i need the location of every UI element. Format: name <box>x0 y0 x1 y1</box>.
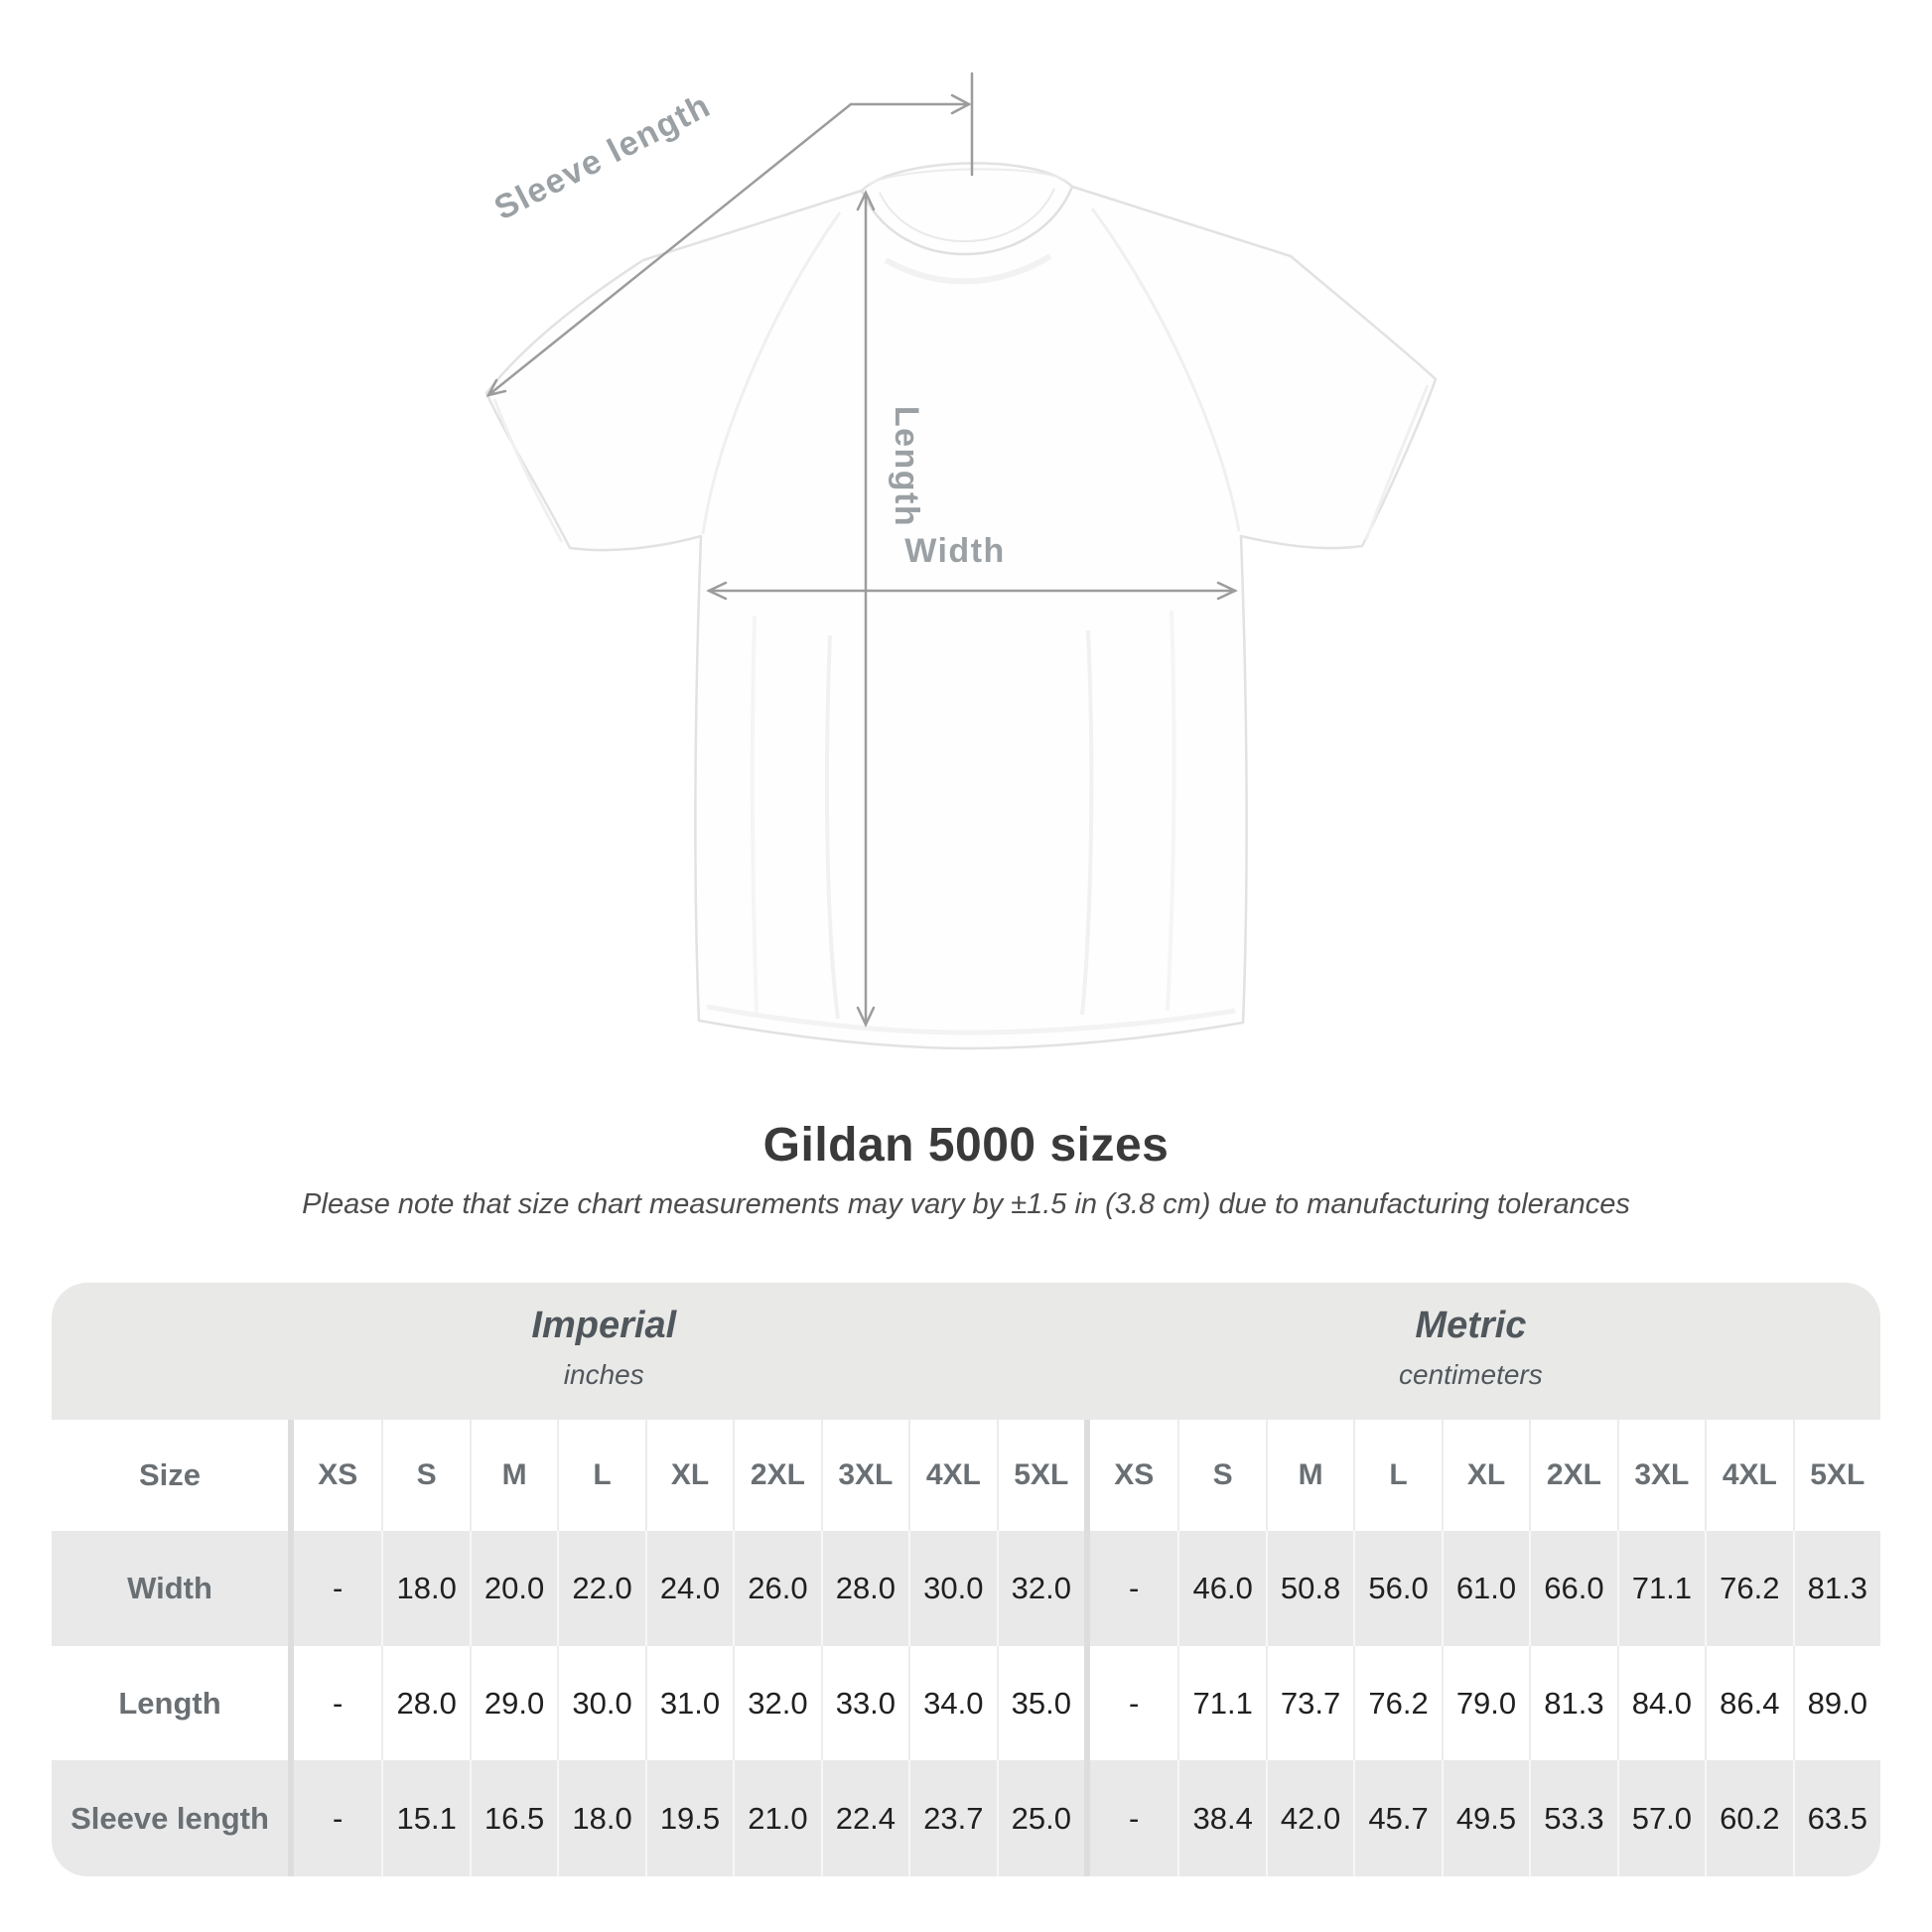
cell-length-imperial-3xl: 33.0 <box>821 1646 908 1760</box>
cell-width-metric-3xl: 71.1 <box>1617 1531 1705 1646</box>
size-header-imperial-s: S <box>381 1420 469 1531</box>
cell-length-metric-2xl: 81.3 <box>1529 1646 1616 1760</box>
cell-sleeve-length-metric-m: 42.0 <box>1266 1760 1353 1876</box>
cell-width-imperial-xl: 24.0 <box>645 1531 733 1646</box>
size-header-imperial-l: L <box>557 1420 644 1531</box>
size-header-imperial-4xl: 4XL <box>908 1420 996 1531</box>
size-header-metric-s: S <box>1177 1420 1265 1531</box>
cell-width-metric-m: 50.8 <box>1266 1531 1353 1646</box>
cell-length-imperial-4xl: 34.0 <box>908 1646 996 1760</box>
cell-width-imperial-l: 22.0 <box>557 1531 644 1646</box>
cell-width-metric-2xl: 66.0 <box>1529 1531 1616 1646</box>
cell-length-imperial-5xl: 35.0 <box>997 1646 1084 1760</box>
row-label-length: Length <box>52 1646 288 1760</box>
cell-length-metric-l: 76.2 <box>1353 1646 1441 1760</box>
size-header-metric-4xl: 4XL <box>1705 1420 1792 1531</box>
cell-sleeve-length-imperial-5xl: 25.0 <box>997 1760 1084 1876</box>
cell-width-imperial-2xl: 26.0 <box>733 1531 820 1646</box>
cell-sleeve-length-metric-5xl: 63.5 <box>1793 1760 1880 1876</box>
row-label-sleeve-length: Sleeve length <box>52 1760 288 1876</box>
size-header-imperial-m: M <box>470 1420 557 1531</box>
cell-length-metric-s: 71.1 <box>1177 1646 1265 1760</box>
cell-sleeve-length-metric-3xl: 57.0 <box>1617 1760 1705 1876</box>
cell-width-imperial-5xl: 32.0 <box>997 1531 1084 1646</box>
metric-label: Metric <box>1415 1305 1527 1346</box>
cell-width-imperial-3xl: 28.0 <box>821 1531 908 1646</box>
size-header-imperial-xs: XS <box>294 1420 381 1531</box>
size-header-imperial-5xl: 5XL <box>997 1420 1084 1531</box>
size-header-metric-m: M <box>1266 1420 1353 1531</box>
cell-sleeve-length-metric-2xl: 53.3 <box>1529 1760 1616 1876</box>
cell-width-imperial-4xl: 30.0 <box>908 1531 996 1646</box>
cell-width-metric-4xl: 76.2 <box>1705 1531 1792 1646</box>
cell-length-imperial-xl: 31.0 <box>645 1646 733 1760</box>
cell-sleeve-length-imperial-l: 18.0 <box>557 1760 644 1876</box>
cell-length-imperial-2xl: 32.0 <box>733 1646 820 1760</box>
cell-width-metric-5xl: 81.3 <box>1793 1531 1880 1646</box>
cell-sleeve-length-imperial-4xl: 23.7 <box>908 1760 996 1876</box>
size-header-metric-3xl: 3XL <box>1617 1420 1705 1531</box>
cell-length-metric-xl: 79.0 <box>1442 1646 1529 1760</box>
cell-length-imperial-l: 30.0 <box>557 1646 644 1760</box>
cell-length-metric-m: 73.7 <box>1266 1646 1353 1760</box>
size-header-imperial-xl: XL <box>645 1420 733 1531</box>
cell-width-metric-l: 56.0 <box>1353 1531 1441 1646</box>
cell-length-metric-3xl: 84.0 <box>1617 1646 1705 1760</box>
cell-length-imperial-xs: - <box>294 1646 381 1760</box>
cell-sleeve-length-imperial-2xl: 21.0 <box>733 1760 820 1876</box>
cell-length-imperial-m: 29.0 <box>470 1646 557 1760</box>
cell-sleeve-length-metric-s: 38.4 <box>1177 1760 1265 1876</box>
cell-sleeve-length-imperial-s: 15.1 <box>381 1760 469 1876</box>
cell-sleeve-length-imperial-3xl: 22.4 <box>821 1760 908 1876</box>
page-title: Gildan 5000 sizes <box>762 1119 1170 1172</box>
length-label: Length <box>888 405 925 528</box>
cell-length-metric-4xl: 86.4 <box>1705 1646 1792 1760</box>
tolerance-note: Please note that size chart measurements may vary by ±1.5 in (3.8 cm) due to manufacturing tolerances <box>302 1188 1630 1220</box>
cell-width-metric-xl: 61.0 <box>1442 1531 1529 1646</box>
imperial-label: Imperial <box>531 1305 677 1346</box>
size-table <box>52 1283 1880 1876</box>
metric-unit: centimeters <box>1399 1359 1543 1390</box>
cell-sleeve-length-imperial-xl: 19.5 <box>645 1760 733 1876</box>
cell-width-metric-xs: - <box>1090 1531 1177 1646</box>
tshirt-illustration <box>486 163 1436 1048</box>
unit-band <box>52 1283 1880 1420</box>
cell-sleeve-length-metric-4xl: 60.2 <box>1705 1760 1792 1876</box>
size-column-header: Size <box>52 1420 288 1531</box>
sleeve-length-label: Sleeve length <box>488 86 717 228</box>
imperial-unit-group <box>531 1305 676 1391</box>
cell-width-metric-s: 46.0 <box>1177 1531 1265 1646</box>
cell-sleeve-length-imperial-m: 16.5 <box>470 1760 557 1876</box>
imperial-unit: inches <box>563 1359 644 1390</box>
size-header-metric-5xl: 5XL <box>1793 1420 1880 1531</box>
cell-width-imperial-xs: - <box>294 1531 381 1646</box>
metric-unit-group <box>1399 1305 1543 1391</box>
size-header-metric-xl: XL <box>1442 1420 1529 1531</box>
cell-sleeve-length-metric-xl: 49.5 <box>1442 1760 1529 1876</box>
cell-length-imperial-s: 28.0 <box>381 1646 469 1760</box>
size-header-metric-xs: XS <box>1090 1420 1177 1531</box>
title-block <box>0 1118 1932 1221</box>
cell-sleeve-length-metric-l: 45.7 <box>1353 1760 1441 1876</box>
size-table-grid <box>52 1420 1880 1876</box>
cell-sleeve-length-metric-xs: - <box>1090 1760 1177 1876</box>
size-header-imperial-3xl: 3XL <box>821 1420 908 1531</box>
cell-sleeve-length-imperial-xs: - <box>294 1760 381 1876</box>
cell-length-metric-xs: - <box>1090 1646 1177 1760</box>
size-header-metric-l: L <box>1353 1420 1441 1531</box>
cell-width-imperial-m: 20.0 <box>470 1531 557 1646</box>
cell-width-imperial-s: 18.0 <box>381 1531 469 1646</box>
row-label-width: Width <box>52 1531 288 1646</box>
size-header-metric-2xl: 2XL <box>1529 1420 1616 1531</box>
width-label: Width <box>904 532 1006 570</box>
tshirt-body <box>486 163 1436 1048</box>
cell-length-metric-5xl: 89.0 <box>1793 1646 1880 1760</box>
size-header-imperial-2xl: 2XL <box>733 1420 820 1531</box>
